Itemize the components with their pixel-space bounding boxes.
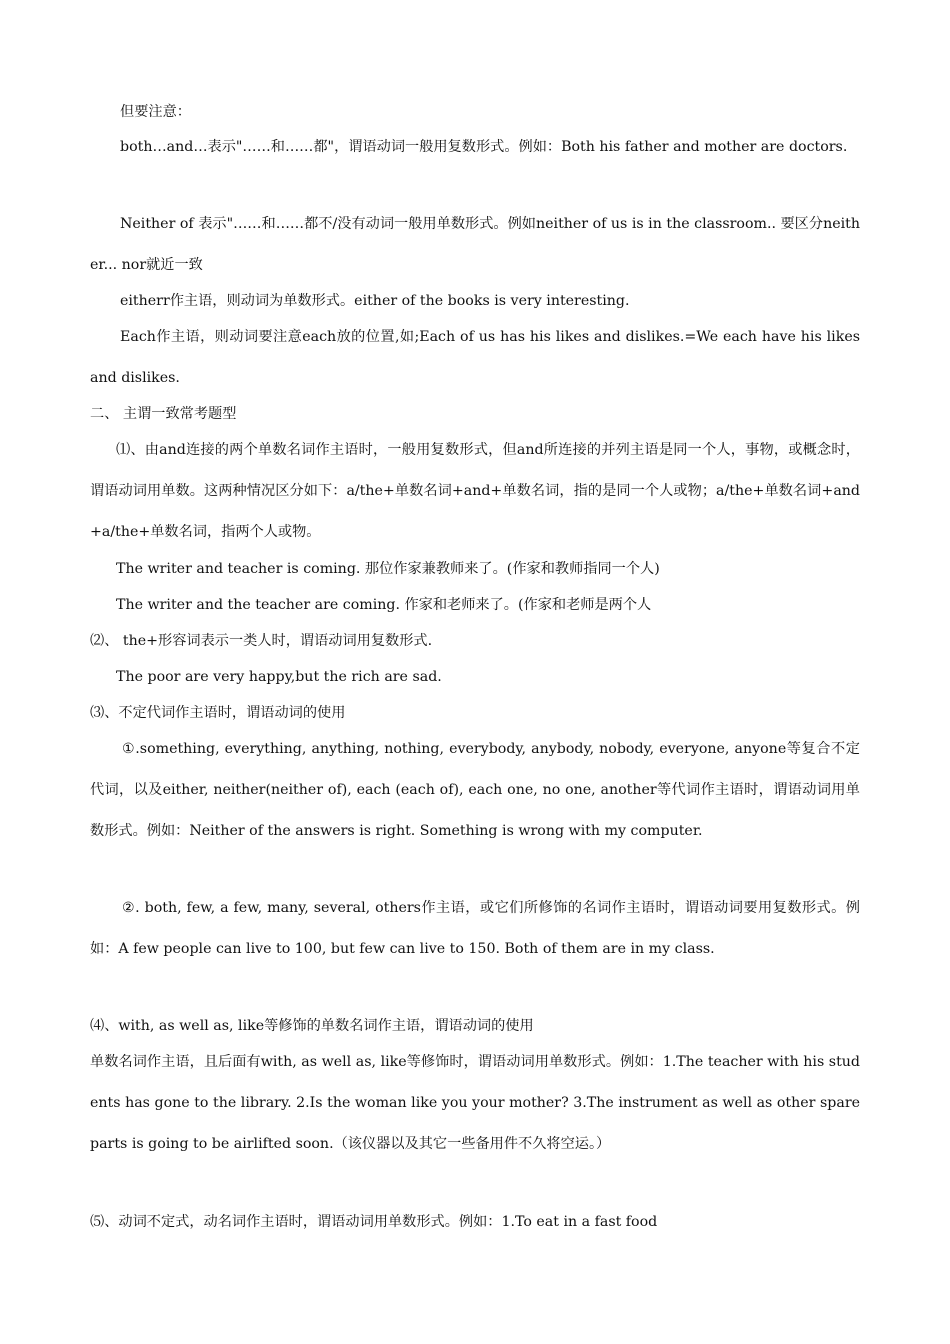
paragraph-rule-1: ⑴、由and连接的两个单数名词作主语时，一般用复数形式，但and所连接的并列主语是同一个人，事物，或概念时，谓语动词用单数。这两种情况区分如下：a/the+单数名词+and+单数名词，指的是同一个人或物；a/the+单数名词+and+a/the+单数名词，指两个人或物。	[90, 442, 860, 540]
example-two-people: The writer and the teacher are coming. 作家和老师来了。(作家和老师是两个人	[116, 597, 652, 613]
paragraph-rule-4: ⑷、with, as well as, like等修饰的单数名词作主语，谓语动词的使用	[90, 1018, 534, 1034]
paragraph-neither: Neither of 表示"……和……都不/没有动词一般用单数形式。例如neither of us is in the classroom.. 要区分neither... nor就近一致	[90, 216, 860, 273]
paragraph-note-heading: 但要注意：	[120, 104, 191, 120]
paragraph-rule-3-2: ②. both, few, a few, many, several, others作主语，或它们所修饰的名词作主语时，谓语动词要用复数形式。例如：A few people can live to 100, but few can live to 150. Both of them are in my class.	[90, 900, 860, 957]
paragraph-rule-4-detail: 单数名词作主语，且后面有with, as well as, like等修饰时，谓语动词用单数形式。例如：1.The teacher with his students has gone to the library. 2.Is the woman like you your mother? 3.The instrument as well as other spare parts is going to be airlifted soon.（该仪器以及其它一些备用件不久将空运。）	[90, 1054, 860, 1152]
paragraph-either: eitherr作主语，则动词为单数形式。either of the books is very interesting.	[120, 293, 630, 309]
example-same-person: The writer and teacher is coming. 那位作家兼教师来了。(作家和教师指同一个人)	[116, 561, 660, 577]
paragraph-rule-5: ⑸、动词不定式，动名词作主语时，谓语动词用单数形式。例如：1.To eat in a fast food	[90, 1214, 658, 1230]
paragraph-rule-3: ⑶、不定代词作主语时，谓语动词的使用	[90, 705, 346, 721]
paragraph-each: Each作主语，则动词要注意each放的位置,如;Each of us has his likes and dislikes.=We each have his likes and dislikes.	[90, 329, 860, 386]
example-the-poor: The poor are very happy,but the rich are sad.	[116, 669, 442, 685]
paragraph-both-and: both…and…表示"……和……都"，谓语动词一般用复数形式。例如：Both his father and mother are doctors.	[120, 139, 848, 155]
section-heading-common-types: 二、 主谓一致常考题型	[90, 406, 237, 422]
paragraph-rule-2: ⑵、 the+形容词表示一类人时，谓语动词用复数形式.	[90, 633, 433, 649]
paragraph-rule-3-1: ①.something, everything, anything, nothing, everybody, anybody, nobody, everyone, anyone等复合不定代词，以及either, neither(neither of), each (each of), each one, no one, another等代词作主语时，谓语动词用单数形式。例如：Neither of the answers is right. Something is wrong with my computer.	[90, 741, 860, 839]
